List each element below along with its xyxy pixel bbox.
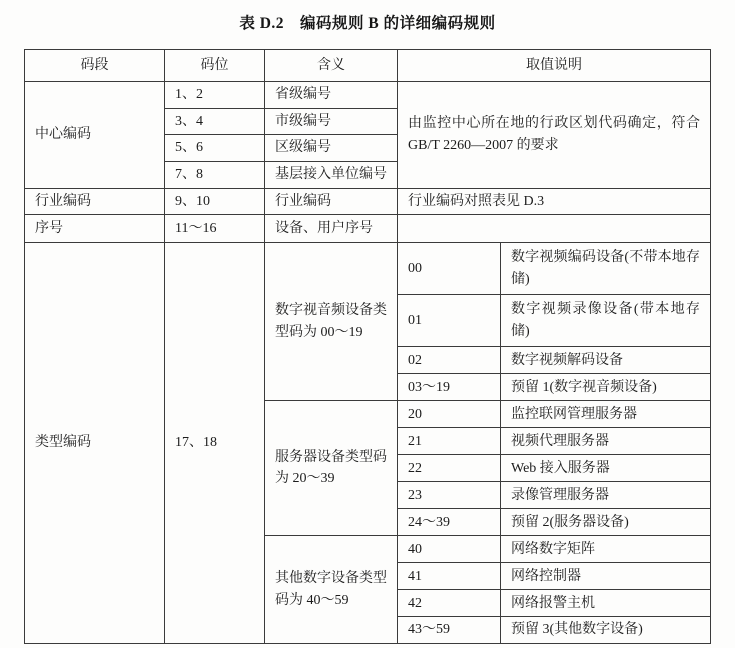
coding-rule-table [24,49,711,644]
cell-position: 11～16 [165,215,265,243]
cell-type-code: 01 [398,295,501,347]
cell-type-description: 预留 1(数字视音频设备) [501,374,711,401]
cell-segment-industry: 行业编码 [25,188,165,215]
cell-type-description: Web 接入服务器 [501,455,711,482]
cell-type-description: 录像管理服务器 [501,482,711,509]
cell-meaning: 省级编号 [265,82,398,109]
cell-group-meaning-other: 其他数字设备类型码为 40～59 [265,536,398,644]
cell-group-meaning-av: 数字视音频设备类型码为 00～19 [265,243,398,401]
cell-type-description: 监控联网管理服务器 [501,401,711,428]
table-header-row [25,50,711,82]
cell-type-description: 数字视频解码设备 [501,347,711,374]
cell-type-code: 23 [398,482,501,509]
cell-type-description: 网络报警主机 [501,590,711,617]
cell-type-code: 40 [398,536,501,563]
cell-type-code: 03～19 [398,374,501,401]
cell-type-description: 视频代理服务器 [501,428,711,455]
cell-type-description: 网络控制器 [501,563,711,590]
cell-position: 3、4 [165,108,265,135]
cell-type-code: 20 [398,401,501,428]
cell-type-code: 21 [398,428,501,455]
cell-center-description: 由监控中心所在地的行政区划代码确定，符合 GB/T 2260—2007 的要求 [398,82,711,189]
table-row [25,243,711,295]
cell-type-description: 数字视频编码设备(不带本地存储) [501,243,711,295]
cell-position: 7、8 [165,162,265,189]
cell-meaning: 区级编号 [265,135,398,162]
cell-position: 5、6 [165,135,265,162]
cell-type-code: 41 [398,563,501,590]
cell-type-description: 预留 2(服务器设备) [501,509,711,536]
cell-type-code: 43～59 [398,617,501,644]
cell-position-type: 17、18 [165,243,265,644]
cell-meaning: 市级编号 [265,108,398,135]
table-row [25,215,711,243]
cell-type-code: 22 [398,455,501,482]
cell-type-description: 网络数字矩阵 [501,536,711,563]
cell-segment-type: 类型编码 [25,243,165,644]
cell-type-code: 02 [398,347,501,374]
cell-industry-description: 行业编码对照表见 D.3 [398,188,711,215]
cell-segment-serial: 序号 [25,215,165,243]
cell-position: 1、2 [165,82,265,109]
cell-type-code: 42 [398,590,501,617]
cell-type-code: 00 [398,243,501,295]
cell-type-code: 24～39 [398,509,501,536]
cell-type-description: 数字视频录像设备(带本地存储) [501,295,711,347]
cell-type-description: 预留 3(其他数字设备) [501,617,711,644]
cell-serial-description [398,215,711,243]
cell-meaning: 行业编码 [265,188,398,215]
header-segment: 码段 [25,50,165,82]
table-row [25,82,711,109]
header-meaning: 含义 [265,50,398,82]
cell-meaning: 设备、用户序号 [265,215,398,243]
cell-group-meaning-server: 服务器设备类型码为 20～39 [265,401,398,536]
cell-segment-center: 中心编码 [25,82,165,189]
header-description: 取值说明 [398,50,711,82]
cell-meaning: 基层接入单位编号 [265,162,398,189]
table-title: 表 D.2 编码规则 B 的详细编码规则 [239,15,496,32]
cell-position: 9、10 [165,188,265,215]
header-position: 码位 [165,50,265,82]
table-row [25,188,711,215]
